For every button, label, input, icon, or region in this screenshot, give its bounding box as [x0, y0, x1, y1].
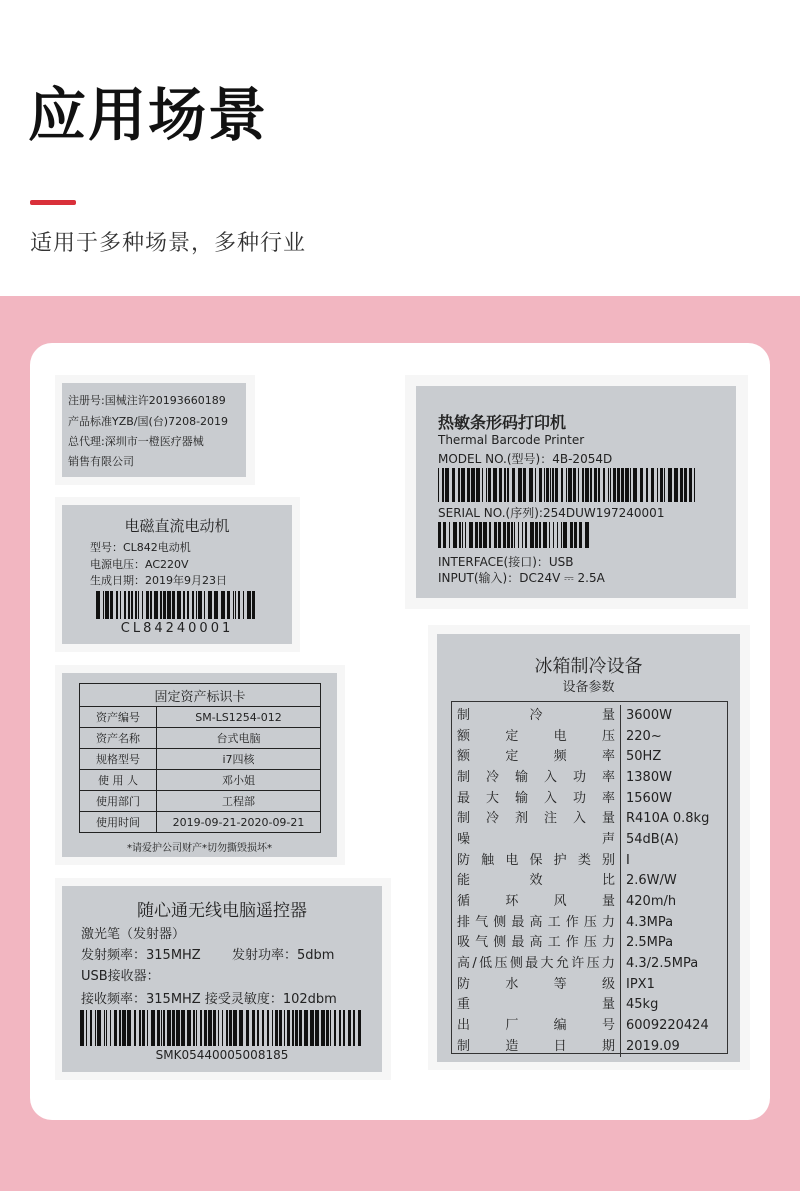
table-row — [80, 791, 321, 812]
spec-value: 2.6W/W — [626, 873, 677, 889]
table-row — [80, 707, 321, 728]
remote-label — [62, 886, 382, 1072]
table-row — [452, 746, 719, 767]
spec-value: 4.3MPa — [626, 914, 674, 930]
motor-title: 电磁直流电动机 — [124, 517, 230, 535]
remote-line: 发射频率：315MHZ — [81, 948, 201, 963]
spec-key: 额定电压 — [452, 726, 621, 747]
spec-value: 45kg — [626, 997, 659, 1013]
table-row — [452, 850, 719, 871]
motor-barcode — [96, 591, 256, 619]
spec-value: 420m/h — [626, 894, 677, 910]
spec-value: 54dB(A) — [626, 831, 679, 847]
spec-value: 1560W — [626, 790, 672, 806]
table-row — [452, 705, 719, 726]
spec-table — [452, 705, 719, 1057]
motor-label — [62, 505, 292, 644]
asset-key: 使用部门 — [80, 791, 157, 812]
printer-interface: INTERFACE(接口)：USB — [438, 555, 574, 569]
table-row — [452, 871, 719, 892]
printer-label — [416, 386, 736, 598]
asset-key: 使用时间 — [80, 812, 157, 833]
table-row — [80, 812, 321, 833]
printer-input: INPUT(输入)：DC24V ⎓ 2.5A — [438, 571, 605, 585]
remote-line: 发射功率：5dbm — [232, 948, 335, 963]
asset-value: SM-LS1254-012 — [157, 707, 321, 728]
asset-value: i7四核 — [157, 749, 321, 770]
spec-key: 循环风量 — [452, 891, 621, 912]
asset-value: 邓小姐 — [157, 770, 321, 791]
spec-value: 3600W — [626, 707, 672, 723]
page-subtitle: 适用于多种场景，多种行业 — [30, 231, 307, 256]
spec-key: 防触电保护类别 — [452, 850, 621, 871]
table-row — [452, 1015, 719, 1036]
table-row — [80, 749, 321, 770]
spec-key: 能效比 — [452, 871, 621, 892]
spec-key: 最大输入功率 — [452, 788, 621, 809]
spec-key: 防水等级 — [452, 974, 621, 995]
motor-line: 生成日期：2019年9月23日 — [90, 574, 227, 587]
spec-value: 4.3/2.5MPa — [626, 956, 699, 972]
remote-title: 随心通无线电脑遥控器 — [137, 901, 307, 921]
asset-value: 工程部 — [157, 791, 321, 812]
motor-line: 型号：CL842电动机 — [90, 541, 191, 554]
table-row — [452, 912, 719, 933]
spec-value: IPX1 — [626, 976, 655, 992]
table-row — [452, 829, 719, 850]
remote-barcode — [80, 1010, 362, 1046]
motor-barcode-text: CL84240001 — [120, 621, 234, 636]
table-row — [452, 974, 719, 995]
table-row — [452, 808, 719, 829]
asset-key: 资产编号 — [80, 707, 157, 728]
spec-key: 高/低压侧最大允许压力 — [452, 953, 621, 974]
printer-subtitle: Thermal Barcode Printer — [438, 433, 585, 447]
registration-line: 销售有限公司 — [68, 455, 134, 468]
printer-model: MODEL NO.(型号)：4B-2054D — [438, 452, 613, 466]
asset-table — [79, 683, 321, 833]
spec-value: 1380W — [626, 769, 672, 785]
barcode-gap — [361, 1010, 362, 1046]
table-row — [80, 728, 321, 749]
spec-key: 制冷输入功率 — [452, 767, 621, 788]
spec-key: 额定频率 — [452, 746, 621, 767]
asset-value: 2019-09-21-2020-09-21 — [157, 812, 321, 833]
fridge-label — [437, 634, 740, 1062]
spec-value: 220~ — [626, 728, 662, 744]
registration-line: 注册号:国械注许20193660189 — [68, 394, 226, 407]
spec-value: 2.5MPa — [626, 935, 674, 951]
table-row — [452, 767, 719, 788]
asset-key: 规格型号 — [80, 749, 157, 770]
table-row — [452, 788, 719, 809]
printer-serial: SERIAL NO.(序列):254DUW197240001 — [438, 506, 665, 520]
barcode-gap — [695, 468, 696, 502]
spec-value: 50HZ — [626, 749, 662, 765]
spec-value: 2019.09 — [626, 1038, 680, 1054]
registration-line: 总代理:深圳市一橙医疗器械 — [68, 435, 204, 448]
fridge-subtitle: 设备参数 — [562, 680, 615, 695]
spec-key: 排气侧最高工作压力 — [452, 912, 621, 933]
table-row — [80, 770, 321, 791]
barcode-gap — [589, 522, 590, 548]
spec-key: 吸气侧最高工作压力 — [452, 933, 621, 954]
asset-label — [62, 673, 337, 857]
table-row — [452, 726, 719, 747]
title-accent-divider — [30, 200, 76, 205]
asset-value: 台式电脑 — [157, 728, 321, 749]
printer-barcode-2 — [438, 522, 590, 548]
table-row — [452, 891, 719, 912]
spec-key: 重量 — [452, 995, 621, 1016]
registration-label — [62, 383, 246, 477]
barcode-gap — [255, 591, 256, 619]
printer-barcode-1 — [438, 468, 696, 502]
spec-value: R410A 0.8kg — [626, 811, 710, 827]
spec-key: 制冷量 — [452, 705, 621, 726]
registration-line: 产品标准YZB/国(台)7208-2019 — [68, 415, 229, 428]
table-row — [452, 933, 719, 954]
fridge-title: 冰箱制冷设备 — [534, 656, 643, 677]
printer-title: 热敏条形码打印机 — [438, 413, 567, 432]
spec-value: I — [626, 852, 630, 868]
remote-barcode-text: SMK05440005008185 — [155, 1048, 289, 1062]
spec-key: 制造日期 — [452, 1036, 621, 1057]
remote-line: 激光笔（发射器） — [81, 927, 186, 942]
spec-value: 6009220424 — [626, 1018, 709, 1034]
asset-title: 固定资产标识卡 — [80, 684, 321, 707]
motor-line: 电源电压：AC220V — [90, 558, 189, 571]
spec-key: 制冷剂注入量 — [452, 808, 621, 829]
spec-key: 噪声 — [452, 829, 621, 850]
table-row — [452, 1036, 719, 1057]
remote-line: USB接收器： — [81, 969, 160, 984]
spec-key: 出厂编号 — [452, 1015, 621, 1036]
asset-note: *请爱护公司财产*切勿撕毁损坏* — [127, 843, 272, 854]
remote-line: 接收频率：315MHZ 接受灵敏度：102dbm — [81, 992, 337, 1007]
table-row — [452, 953, 719, 974]
asset-key: 使 用 人 — [80, 770, 157, 791]
page-title: 应用场景 — [28, 81, 269, 149]
table-row — [452, 995, 719, 1016]
asset-key: 资产名称 — [80, 728, 157, 749]
